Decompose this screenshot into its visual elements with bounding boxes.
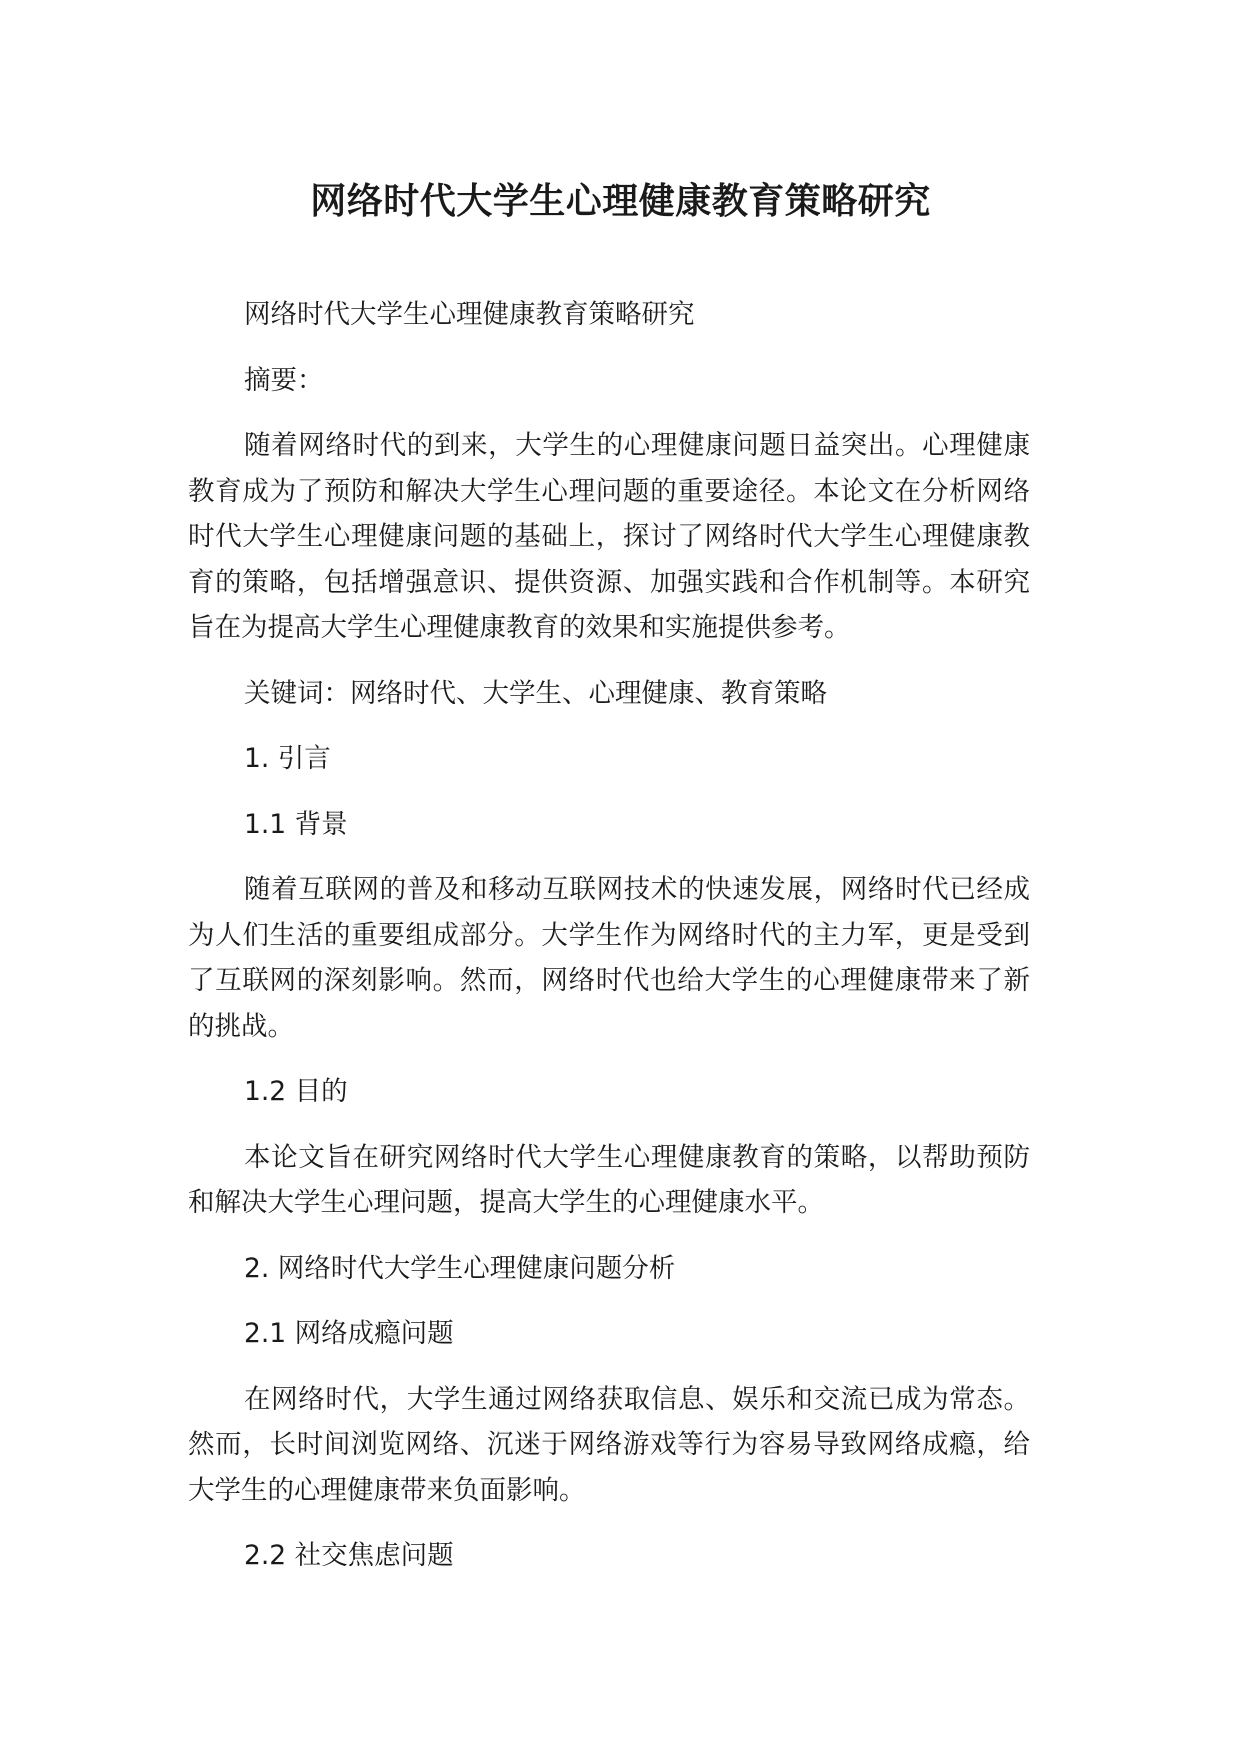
document-title: 网络时代大学生心理健康教育策略研究 (310, 181, 931, 222)
section-heading-2: 2. 网络时代大学生心理健康问题分析 (244, 1252, 676, 1284)
section-heading-1-2: 1.2 目的 (244, 1076, 348, 1107)
paragraph-abstract: 随着网络时代的到来，大学生的心理健康问题日益突出。心理健康教育成为了预防和解决大学生心理问题的重要途径。本论文在分析网络时代大学生心理健康问题的基础上，探讨了网络时代大学生心理健康教育的策略，包括增强意识、提供资源、加强实践和合作机制等。本研究旨在为提高大学生心理健康教育的效果和实施提供参考。 (188, 430, 1030, 643)
section-heading-2-2: 2.2 社交焦虑问题 (244, 1540, 454, 1571)
document-body (188, 292, 1030, 1599)
paragraph-purpose: 本论文旨在研究网络时代大学生心理健康教育的策略，以帮助预防和解决大学生心理问题，提高大学生的心理健康水平。 (188, 1141, 1030, 1218)
paragraph-subtitle: 网络时代大学生心理健康教育策略研究 (244, 299, 695, 330)
paragraph-internet-addiction: 在网络时代，大学生通过网络获取信息、娱乐和交流已成为常态。然而，长时间浏览网络、沉迷于网络游戏等行为容易导致网络成瘾，给大学生的心理健康带来负面影响。 (188, 1383, 1030, 1506)
paragraph-keywords: 关键词：网络时代、大学生、心理健康、教育策略 (244, 677, 827, 709)
paragraph-background: 随着互联网的普及和移动互联网技术的快速发展，网络时代已经成为人们生活的重要组成部分。大学生作为网络时代的主力军，更是受到了互联网的深刻影响。然而，网络时代也给大学生的心理健康带来了新的挑战。 (188, 874, 1030, 1042)
section-heading-1-1: 1.1 背景 (244, 808, 348, 840)
paragraph-abstract-label: 摘要： (244, 364, 324, 396)
section-heading-1: 1. 引言 (244, 743, 331, 774)
section-heading-2-1: 2.1 网络成瘾问题 (244, 1318, 454, 1349)
